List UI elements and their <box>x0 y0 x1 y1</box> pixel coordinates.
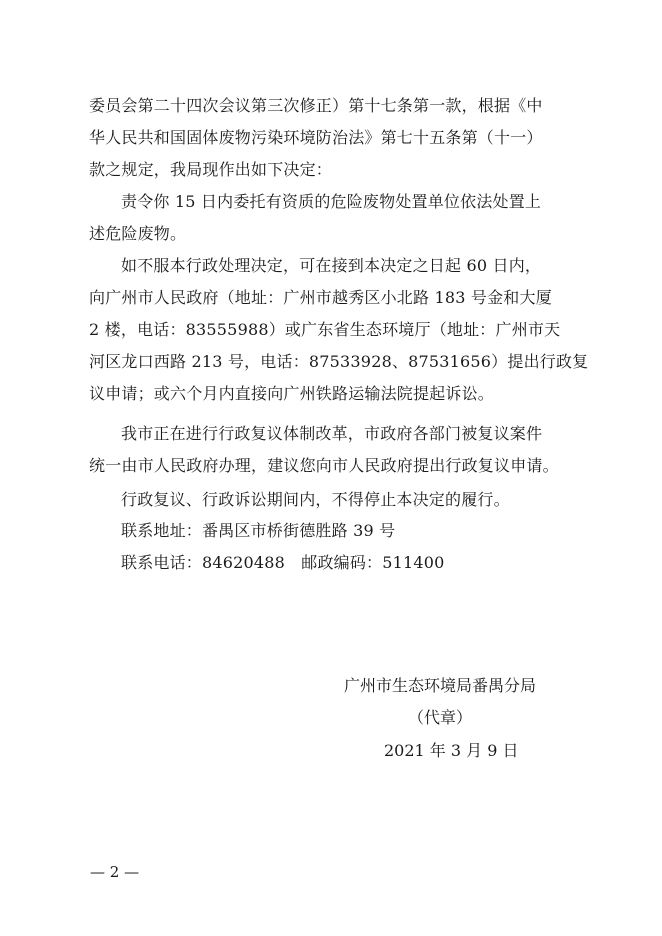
body-line: 统一由市人民政府办理，建议您向市人民政府提出行政复议申请。 <box>89 456 559 475</box>
body-line: 如不服本行政处理决定，可在接到本决定之日起 60 日内， <box>121 256 542 275</box>
body-line: 款之规定，我局现作出如下决定： <box>89 160 333 179</box>
page-number: — 2 — <box>90 863 140 881</box>
body-line: 责令你 15 日内委托有资质的危险废物处置单位依法处置上 <box>121 192 542 211</box>
signature-organization: 广州市生态环境局番禺分局 <box>344 676 537 695</box>
contact-phone: 联系电话：84620488 邮政编码：511400 <box>121 553 445 572</box>
body-line: 述危险废物。 <box>89 224 187 243</box>
body-line: 向广州市人民政府（地址：广州市越秀区小北路 183 号金和大厦 <box>89 288 552 307</box>
body-line: 行政复议、行政诉讼期间内，不得停止本决定的履行。 <box>121 490 510 509</box>
body-line: 河区龙口西路 213 号，电话：87533928、87531656）提出行政复 <box>89 352 589 371</box>
signature-date: 2021 年 3 月 9 日 <box>384 741 519 760</box>
contact-address: 联系地址：番禺区市桥街德胜路 39 号 <box>121 521 396 540</box>
body-line: 委员会第二十四次会议第三次修正）第十七条第一款，根据《中 <box>89 96 543 115</box>
body-line: 华人民共和国固体废物污染环境防治法》第七十五条第（十一） <box>89 128 543 147</box>
body-line: 议申请；或六个月内直接向广州铁路运输法院提起诉讼。 <box>89 384 495 403</box>
body-line: 我市正在进行行政复议体制改革，市政府各部门被复议案件 <box>121 424 543 443</box>
signature-seal-note: （代章） <box>408 708 473 727</box>
body-line: 2 楼，电话：83555988）或广东省生态环境厅（地址：广州市天 <box>89 320 561 339</box>
